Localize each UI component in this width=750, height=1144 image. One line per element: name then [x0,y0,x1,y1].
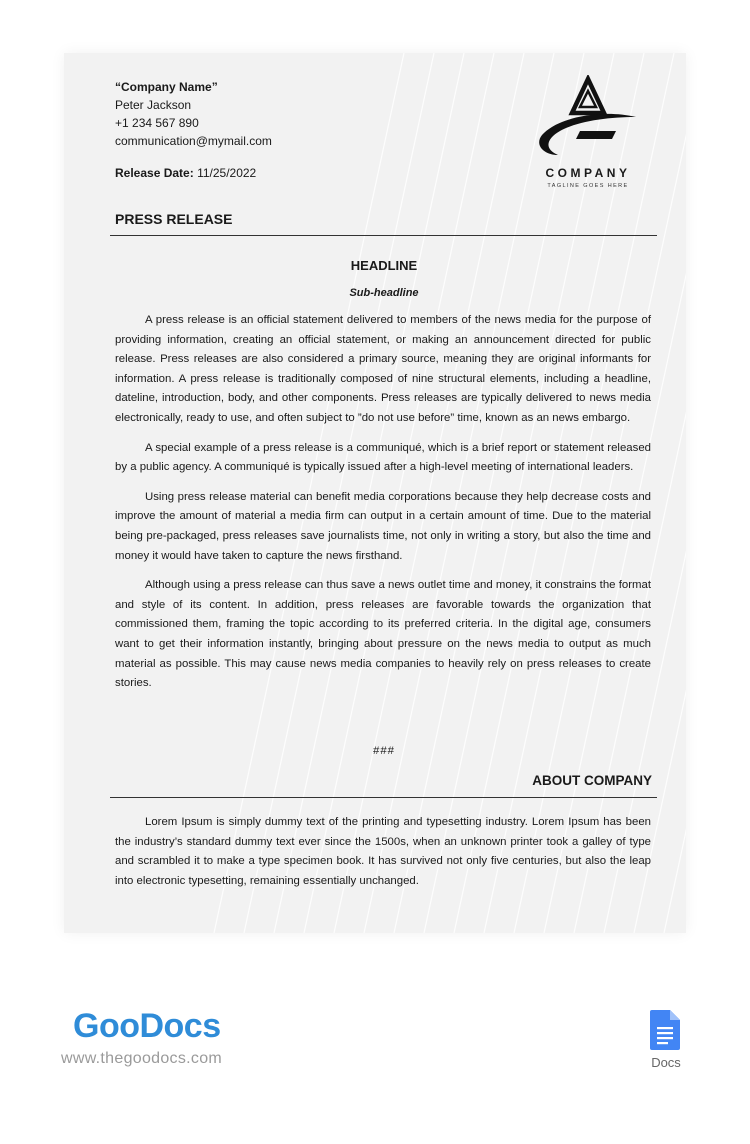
release-date-label: Release Date: [115,166,194,180]
goodocs-logo[interactable]: GooDocs [73,1007,221,1045]
company-name: “Company Name” [115,80,218,94]
contact-phone: +1 234 567 890 [115,116,199,130]
press-release-body [115,311,651,704]
contact-block [115,78,272,150]
subheadline: Sub-headline [349,287,419,299]
end-mark: ### [372,745,395,757]
google-docs-icon[interactable] [650,1010,680,1050]
about-divider [110,797,657,798]
logo-company-name: COMPANY [545,166,631,180]
contact-name: Peter Jackson [115,98,192,112]
about-company-text [115,813,651,891]
press-release-title: PRESS RELEASE [115,211,233,227]
header-divider [110,235,657,236]
body-paragraph: A special example of a press release is a communiqué, which is a brief report or statement released by a public agency. A communiqué is typically issued after a high-level meeting of international leaders. [115,441,651,474]
contact-email: communication@mymail.com [115,134,272,148]
about-company-title: ABOUT COMPANY [532,773,652,788]
docs-label: Docs [651,1055,681,1070]
about-paragraph: Lorem Ipsum is simply dummy text of the printing and typesetting industry. Lorem Ipsum has been the industry’s standard dummy text ever since the 1500s, when an unknown printer took a galley of type and scrambled it to make a type specimen book. It has survived not only five centuries, but also the leap into electronic typesetting, remaining essentially unchanged. [115,816,651,887]
body-paragraph: Using press release material can benefit media corporations because they help decrease costs and improve the amount of material a media firm can output in a certain amount of time. Due to the material being pre-packaged, press releases save journalists time, not only in writing a story, but also the time and money it would have taken to capture the news firsthand. [115,490,651,562]
release-date-value: 11/25/2022 [197,166,257,180]
body-paragraph: A press release is an official statement delivered to members of the news media for the purpose of providing information, creating an official statement, or making an announcement directed for public release. Press releases are also considered a primary source, meaning they are original informants for information. A press release is traditionally composed of nine structural elements, including a headline, dateline, introduction, body, and other components. Press releases are typically delivered to news media electronically, ready to use, and often subject to ”do not use before” time, known as an news embargo. [115,314,651,424]
headline: HEADLINE [350,258,418,273]
document-page [64,53,686,933]
logo-tagline: TAGLINE GOES HERE [547,183,629,189]
release-date [115,166,256,180]
body-paragraph: Although using a press release can thus save a news outlet time and money, it constrains the format and style of its content. In addition, press releases are favorable towards the organization that commissioned them, framing the topic according to its preferred criteria. In the digital age, consumers want to get their information instantly, bringing about pressure on the news media to output as much material as possible. This may cause news media companies to heavily rely on press releases to create stories. [115,579,651,690]
goodocs-url[interactable]: www.thegoodocs.com [61,1050,223,1067]
